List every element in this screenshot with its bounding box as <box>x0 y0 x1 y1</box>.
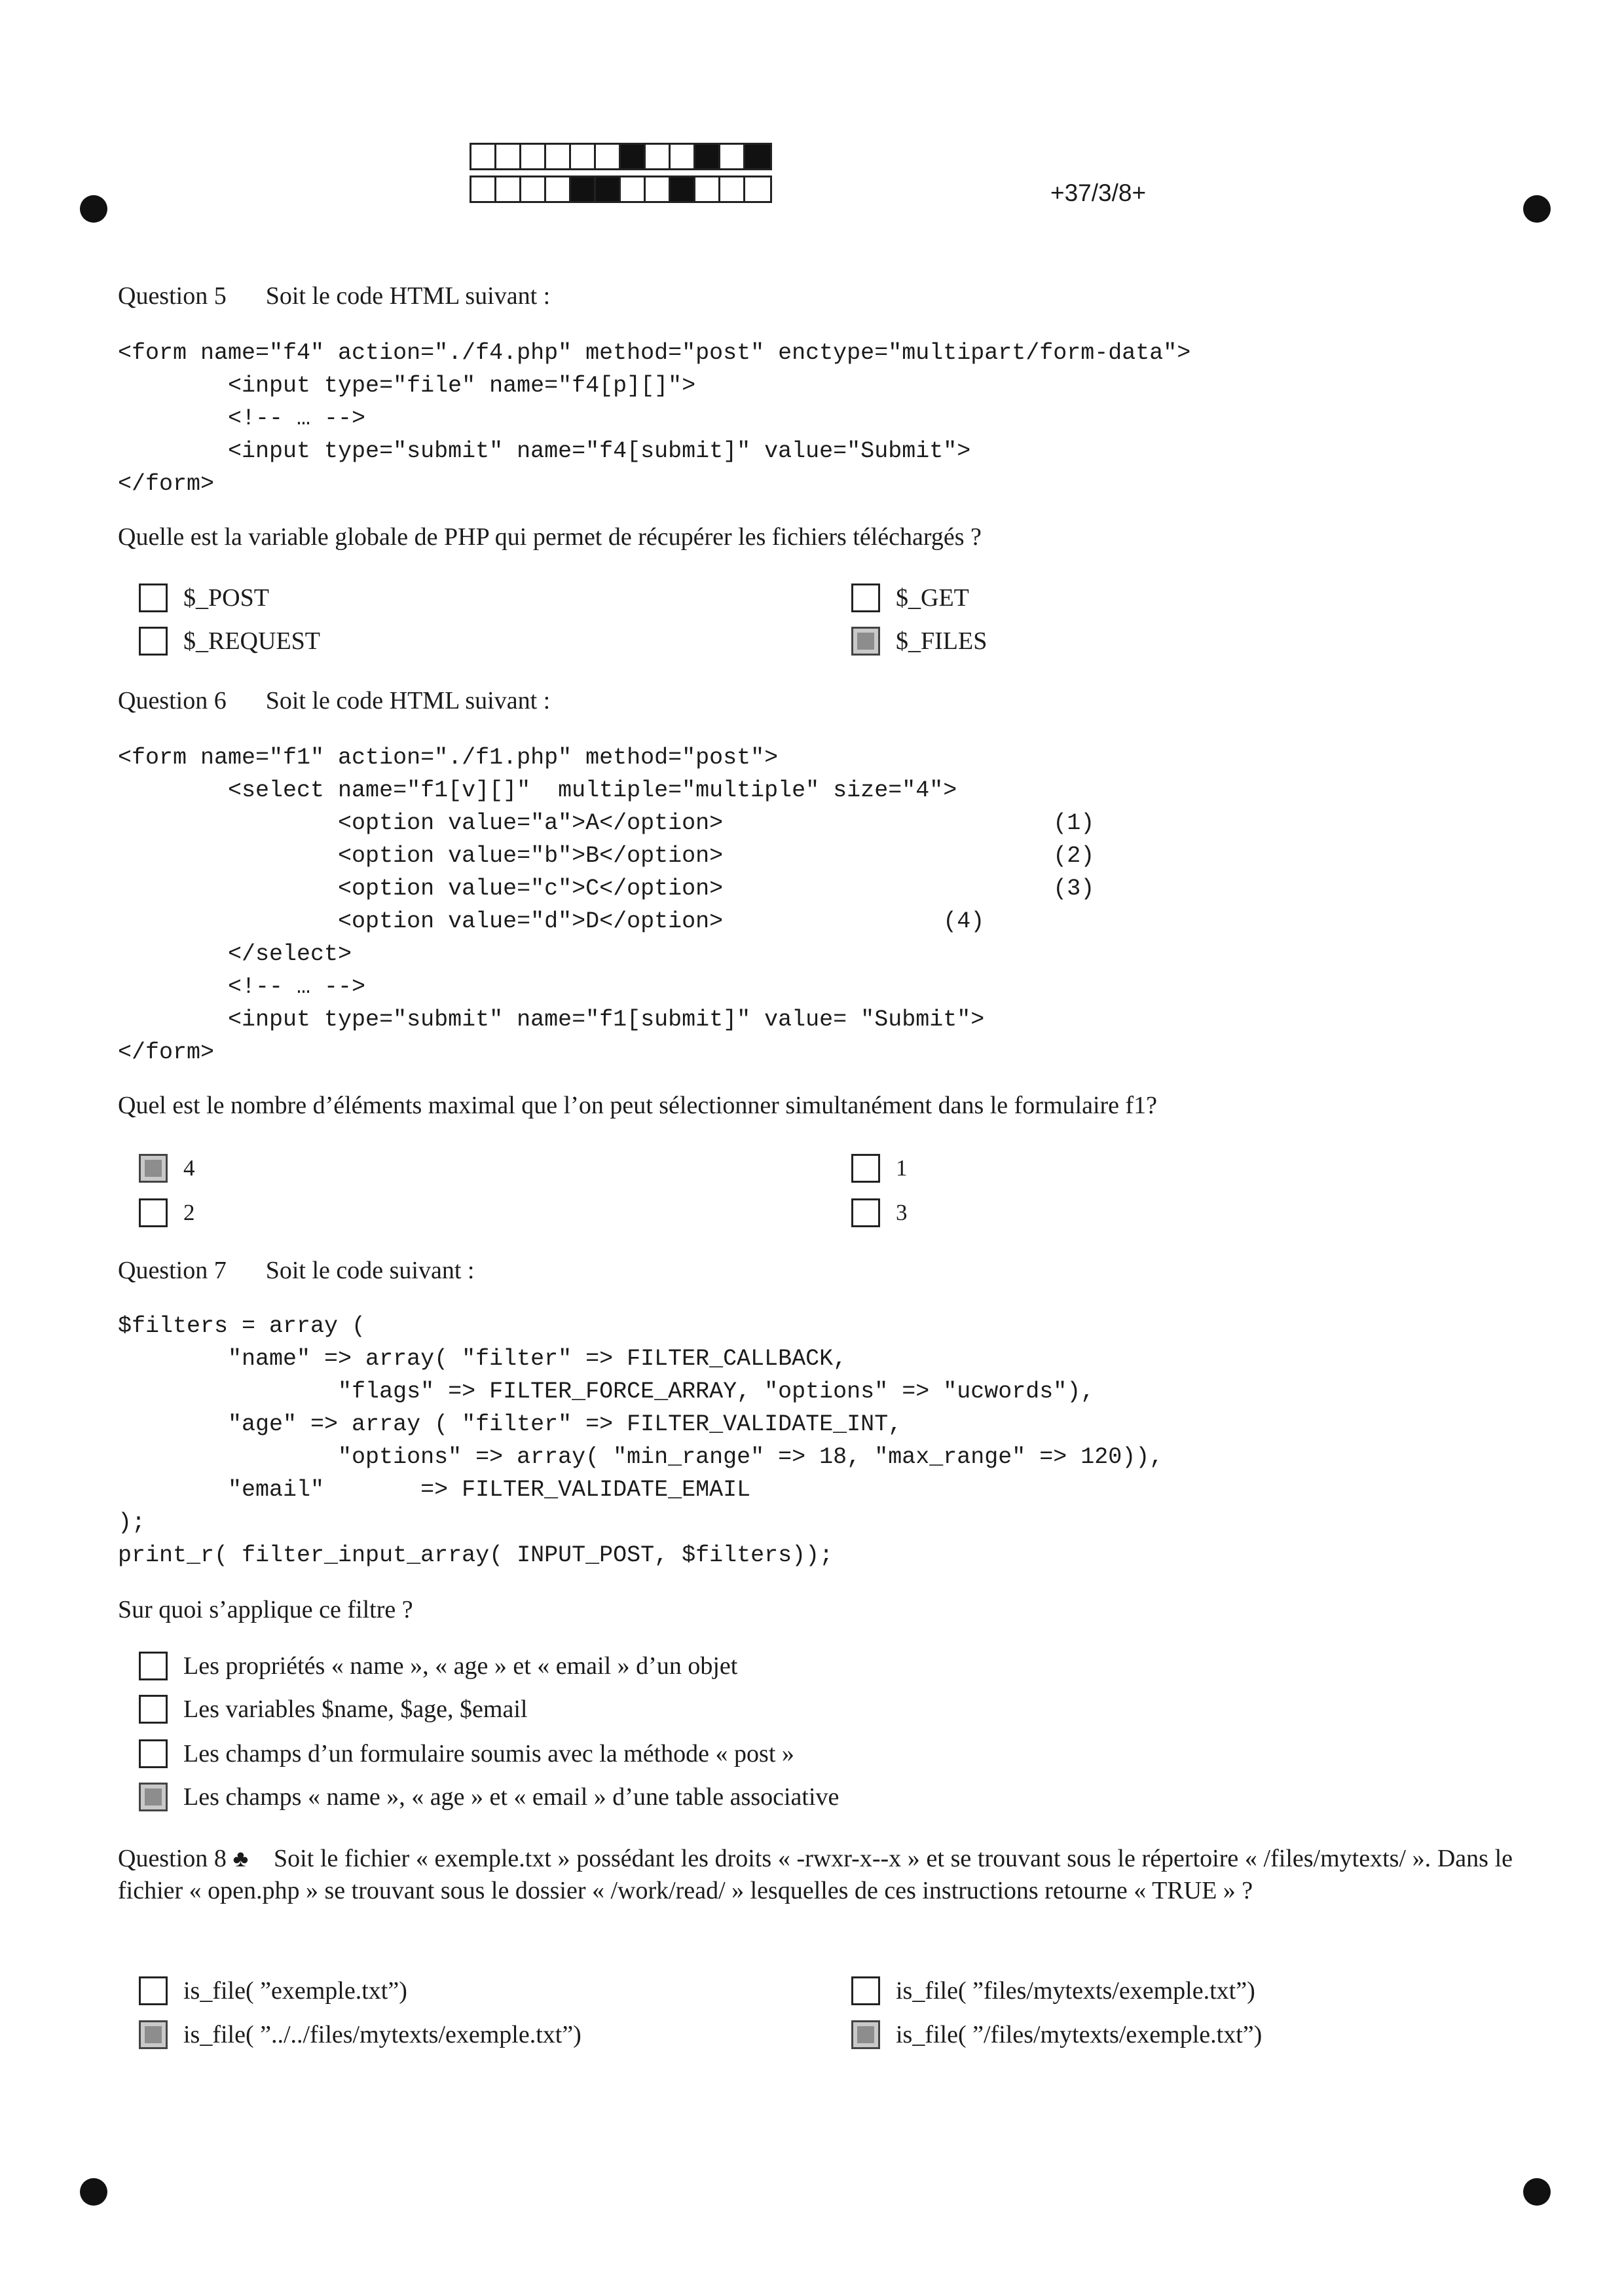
checkbox[interactable] <box>139 1695 168 1724</box>
barcode-cell <box>571 145 596 168</box>
q6-option-4[interactable] <box>139 1154 195 1183</box>
question-6-intro: Soit le code HTML suivant : <box>265 687 551 714</box>
registration-mark-top-left <box>80 195 107 223</box>
registration-mark-bottom-right <box>1523 2178 1551 2206</box>
barcode-cell <box>720 145 745 168</box>
barcode-cell <box>621 145 646 168</box>
question-7-intro: Soit le code suivant : <box>265 1257 475 1284</box>
checkbox[interactable] <box>851 1154 880 1183</box>
question-5-heading <box>118 282 550 310</box>
option-label: $_REQUEST <box>183 627 320 655</box>
barcode-cell <box>646 177 671 201</box>
question-6-label: Question 6 <box>118 687 227 714</box>
checkbox[interactable] <box>139 1739 168 1768</box>
checkbox[interactable] <box>139 583 168 612</box>
question-7-code: $filters = array ( "name" => array( "filter" => FILTER_CALLBACK, "flags" => FILTER_FORCE_ARRAY, "options" => "ucwords"), "age" => array ( "filter" => FILTER_VALIDATE_INT, "options" => array( "min_range" => 18, "max_range" => 120)), "email" => FILTER_VALIDATE_EMAIL ); print_r( filter_input_array( INPUT_POST, $filters)); <box>118 1313 1164 1568</box>
checkbox[interactable] <box>851 583 880 612</box>
q7-option-object[interactable] <box>139 1652 737 1680</box>
option-label: $_POST <box>183 584 269 612</box>
question-8-intro: Soit le fichier « exemple.txt » possédant les droits « -rwxr-x--x » et se trouvant sous le répertoire « /files/mytexts/ ». Dans le fichier « open.php » se trouvant sous le dossier « /work/read/ » lesquelles de ces instructions retourne « TRUE » ? <box>118 1845 1513 1904</box>
option-label: 1 <box>896 1155 908 1181</box>
option-label: $_GET <box>896 584 969 612</box>
q5-option-post[interactable] <box>139 583 269 612</box>
checkbox-checked[interactable] <box>139 1783 168 1811</box>
question-6-code: <form name="f1" action="./f1.php" method="post"> <select name="f1[v][]" multiple="multiple" size="4"> <option value="a">A</option> (1) <option value="b">B</option> (2) <option value="c">C</option> (3) <option value="d">D</option> (4) </select> <!-- … --> <input type="submit" name="f1[submit]" value= "Submit"> </form> <box>118 745 1095 1065</box>
barcode-cell <box>521 177 546 201</box>
option-label: 2 <box>183 1200 195 1225</box>
question-7-prompt: Sur quoi s’applique ce filtre ? <box>118 1596 413 1623</box>
barcode-cell <box>621 177 646 201</box>
option-label: is_file( ”exemple.txt”) <box>183 1977 407 2005</box>
barcode-cell <box>521 145 546 168</box>
barcode-cell <box>671 145 695 168</box>
barcode-cell <box>546 177 571 201</box>
question-8-text <box>118 1843 1513 1907</box>
option-label: 4 <box>183 1155 195 1181</box>
checkbox-checked[interactable] <box>851 627 880 656</box>
q7-option-assoc-table[interactable] <box>139 1783 839 1811</box>
option-label: is_file( ”files/mytexts/exemple.txt”) <box>896 1977 1255 2005</box>
checkbox[interactable] <box>139 1652 168 1680</box>
checkbox-checked[interactable] <box>139 1154 168 1183</box>
checkbox-checked[interactable] <box>851 2020 880 2049</box>
barcode-cell <box>546 145 571 168</box>
club-icon: ♣ <box>232 1845 249 1872</box>
question-6-heading <box>118 686 550 715</box>
q6-option-3[interactable] <box>851 1198 908 1227</box>
barcode-cell <box>695 177 720 201</box>
barcode-cell <box>571 177 596 201</box>
q7-option-form-post[interactable] <box>139 1739 794 1768</box>
q8-option-parent-path[interactable] <box>139 2020 581 2049</box>
barcode-cell <box>471 145 496 168</box>
question-5-prompt: Quelle est la variable globale de PHP qui permet de récupérer les fichiers téléchargés ? <box>118 523 982 551</box>
option-label: Les propriétés « name », « age » et « email » d’un objet <box>183 1652 738 1680</box>
question-7-label: Question 7 <box>118 1257 227 1284</box>
checkbox[interactable] <box>851 1198 880 1227</box>
barcode-cell <box>596 177 621 201</box>
checkbox[interactable] <box>139 627 168 656</box>
barcode-cell <box>496 145 521 168</box>
barcode-cell <box>695 145 720 168</box>
question-7-heading <box>118 1256 474 1285</box>
question-6-prompt: Quel est le nombre d’éléments maximal que l’on peut sélectionner simultanément dans le formulaire f1? <box>118 1092 1158 1119</box>
barcode-cell <box>745 145 770 168</box>
barcode-cell <box>496 177 521 201</box>
q8-option-exemple[interactable] <box>139 1976 407 2005</box>
question-5-label: Question 5 <box>118 282 227 310</box>
q6-option-1[interactable] <box>851 1154 908 1183</box>
option-label: is_file( ”../../files/mytexts/exemple.txt”) <box>183 2021 581 2048</box>
barcode-cell <box>471 177 496 201</box>
q5-option-files[interactable] <box>851 627 987 656</box>
q7-option-variables[interactable] <box>139 1695 527 1724</box>
barcode-cell <box>745 177 770 201</box>
option-label: $_FILES <box>896 627 987 655</box>
q5-option-request[interactable] <box>139 627 320 656</box>
registration-mark-bottom-left <box>80 2178 107 2206</box>
question-5-code: <form name="f4" action="./f4.php" method="post" enctype="multipart/form-data"> <input type="file" name="f4[p][]"> <!-- … --> <input type="submit" name="f4[submit]" value="Submit"> </form> <box>118 340 1191 497</box>
q5-option-get[interactable] <box>851 583 969 612</box>
page-id: +37/3/8+ <box>1050 179 1147 206</box>
checkbox[interactable] <box>851 1976 880 2005</box>
q6-option-2[interactable] <box>139 1198 195 1227</box>
q8-option-files-relative[interactable] <box>851 1976 1255 2005</box>
option-label: Les variables $name, $age, $email <box>183 1695 528 1723</box>
registration-mark-top-right <box>1523 195 1551 223</box>
question-5-intro: Soit le code HTML suivant : <box>265 282 551 310</box>
option-label: 3 <box>896 1200 908 1225</box>
barcode-cell <box>671 177 695 201</box>
checkbox-checked[interactable] <box>139 2020 168 2049</box>
option-label: Les champs d’un formulaire soumis avec la méthode « post » <box>183 1740 794 1768</box>
option-label: Les champs « name », « age » et « email » d’une table associative <box>183 1783 840 1811</box>
barcode-row-2 <box>470 176 772 203</box>
q8-option-absolute-path[interactable] <box>851 2020 1262 2049</box>
barcode-cell <box>720 177 745 201</box>
checkbox[interactable] <box>139 1198 168 1227</box>
checkbox[interactable] <box>139 1976 168 2005</box>
barcode-cell <box>596 145 621 168</box>
barcode-row-1 <box>470 143 772 170</box>
barcode-cell <box>646 145 671 168</box>
question-8-label: Question 8 <box>118 1845 227 1872</box>
option-label: is_file( ”/files/mytexts/exemple.txt”) <box>896 2021 1263 2048</box>
